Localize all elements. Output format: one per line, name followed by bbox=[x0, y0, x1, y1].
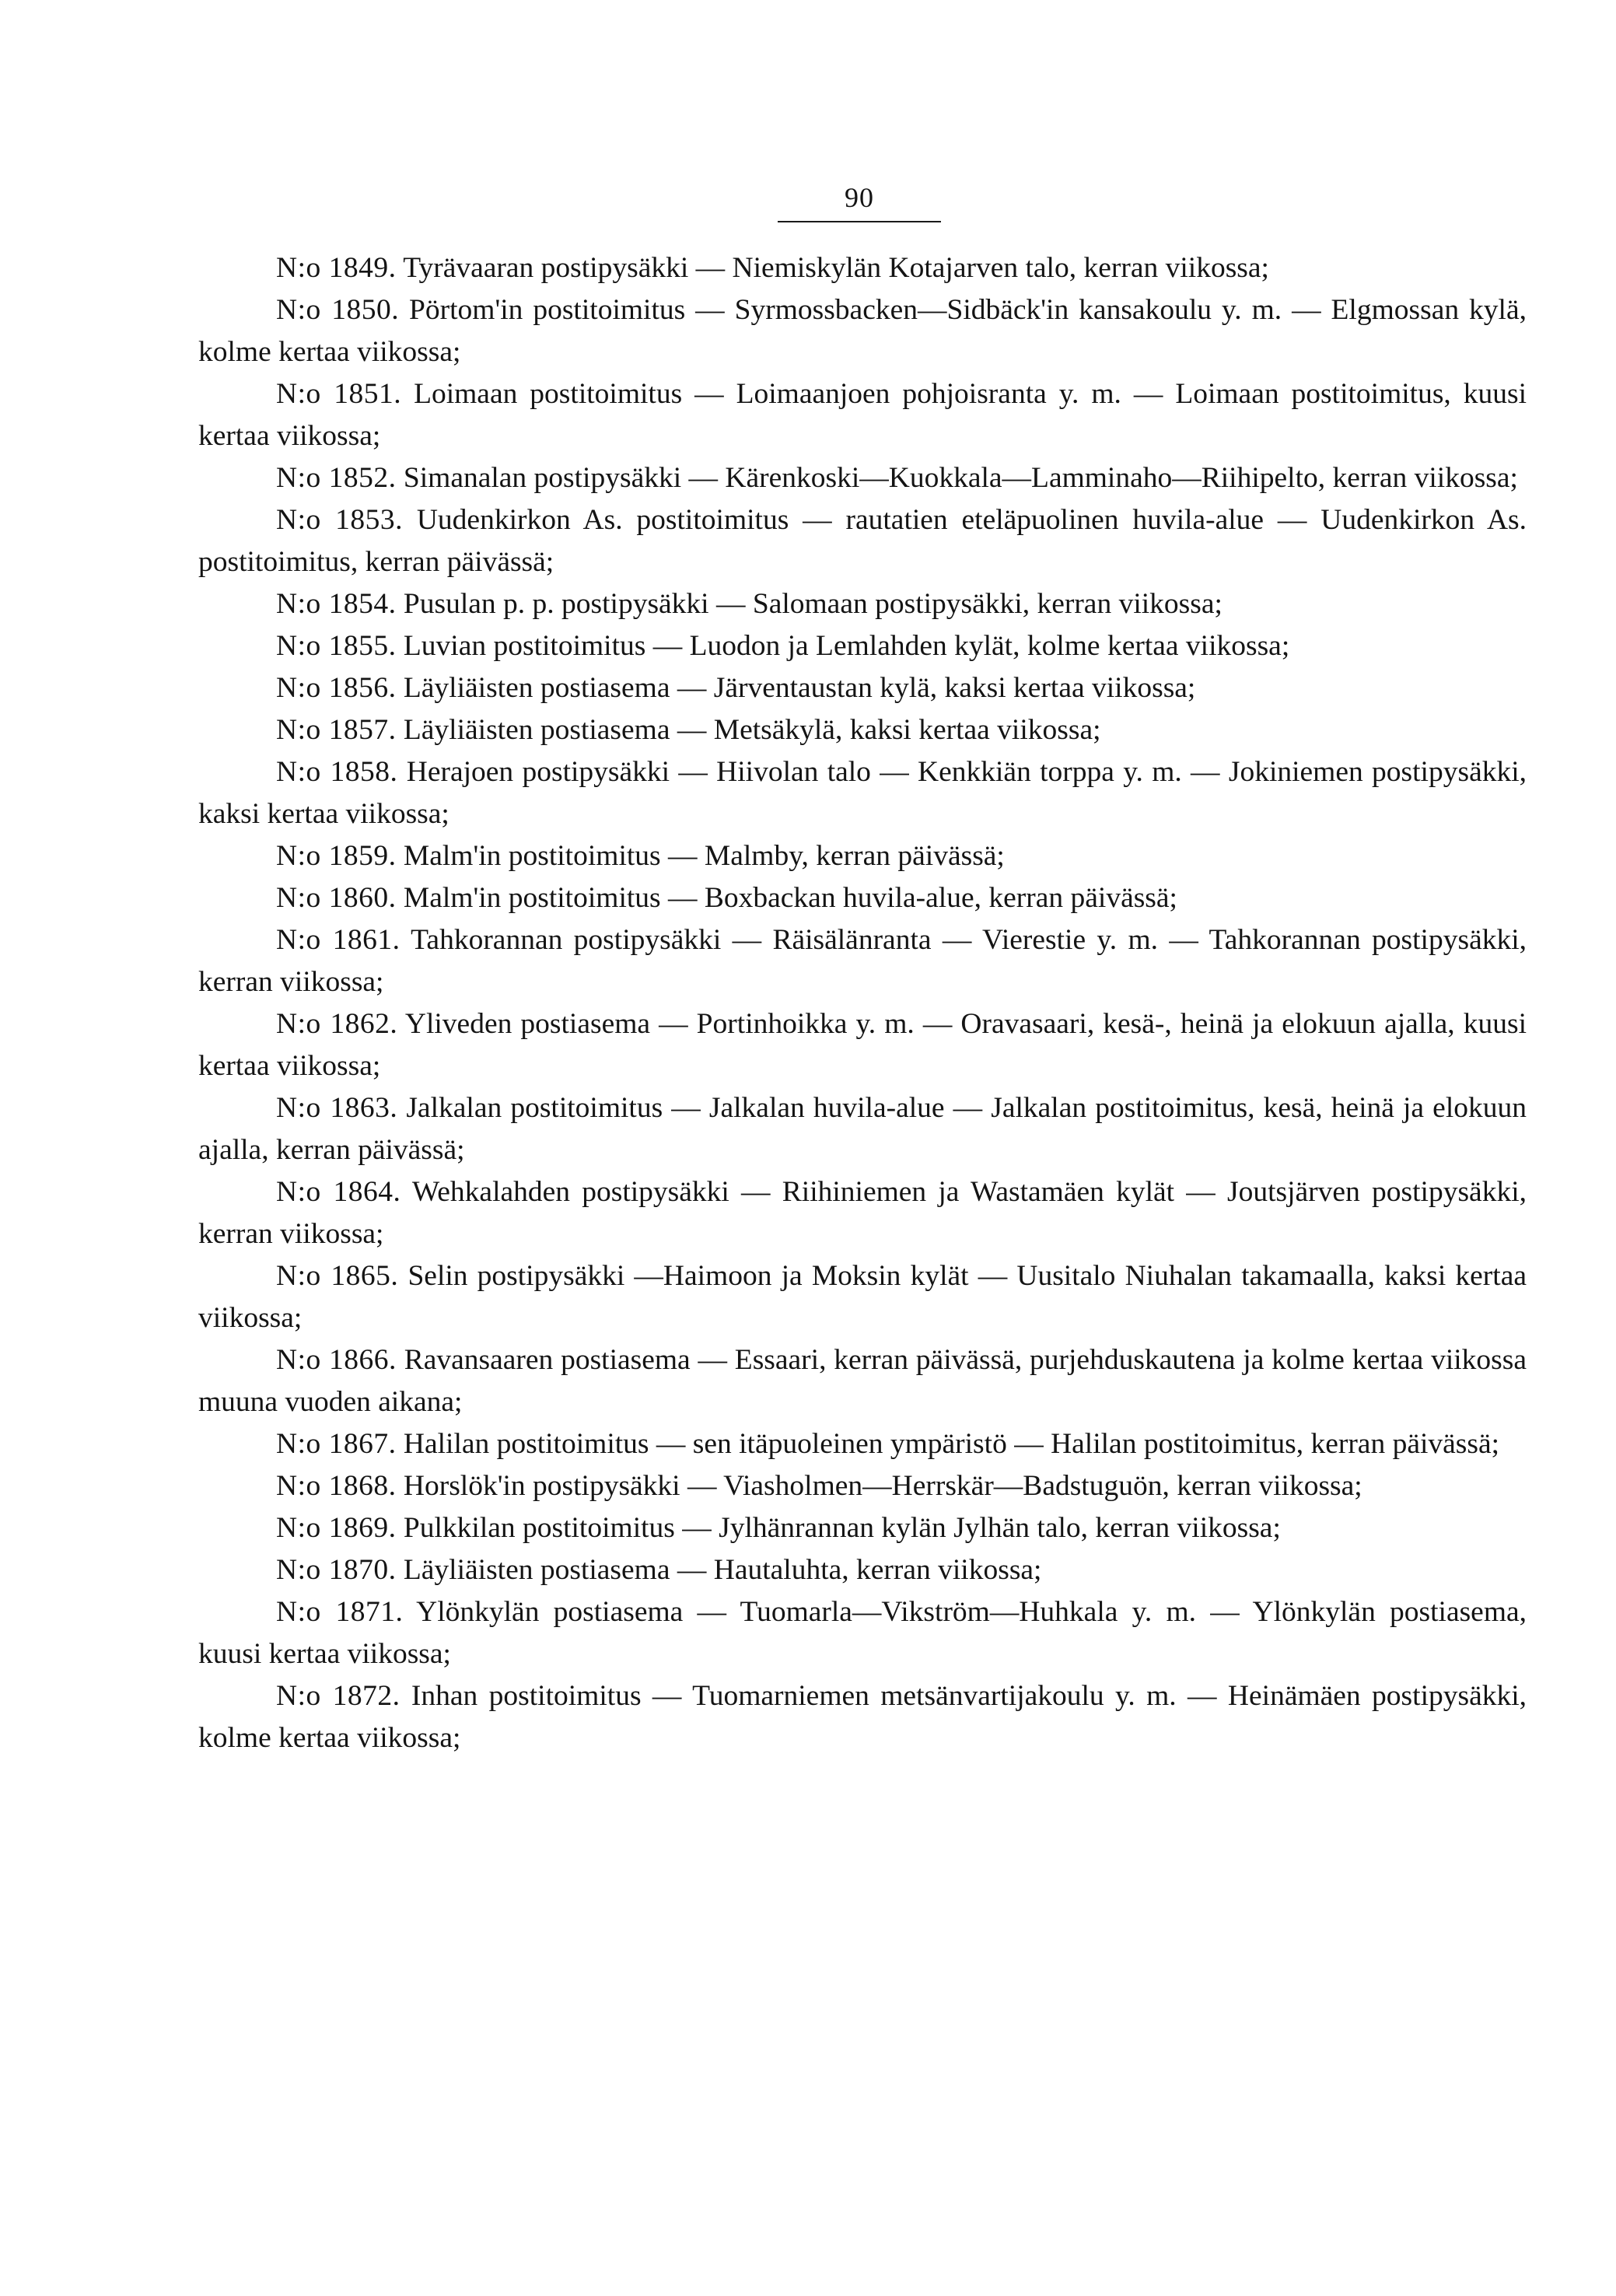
entry-1849 bbox=[198, 247, 1527, 289]
entry-label: N:o 1850. bbox=[276, 294, 400, 326]
entry-label: N:o 1860. bbox=[276, 882, 397, 914]
entry-1869 bbox=[198, 1507, 1527, 1549]
entry-text: Wehkalahden postipysäkki — Riihiniemen ja Wastamäen kylät — Joutsjärven postipysäkki, kerran viikossa; bbox=[198, 1176, 1527, 1250]
entry-1866 bbox=[198, 1339, 1527, 1423]
entry-1855 bbox=[198, 625, 1527, 667]
entry-1865 bbox=[198, 1255, 1527, 1339]
entry-1862 bbox=[198, 1003, 1527, 1087]
entry-list bbox=[198, 247, 1527, 1759]
entry-label: N:o 1866. bbox=[276, 1344, 397, 1376]
entry-1859 bbox=[198, 835, 1527, 877]
entry-1860 bbox=[198, 877, 1527, 919]
entry-text: Läyliäisten postiasema — Järventaustan kylä, kaksi kertaa viikossa; bbox=[403, 672, 1196, 704]
entry-text: Uudenkirkon As. postitoimitus — rautatien eteläpuolinen huvila-alue — Uudenkirkon As. postitoimitus, kerran päivässä; bbox=[198, 504, 1527, 578]
entry-text: Inhan postitoimitus — Tuomarniemen metsänvartijakoulu y. m. — Heinämäen postipysäkki, kolme kertaa viikossa; bbox=[198, 1680, 1527, 1754]
entry-1853 bbox=[198, 499, 1527, 583]
entry-label: N:o 1864. bbox=[276, 1176, 401, 1208]
entry-1856 bbox=[198, 667, 1527, 709]
entry-text: Pulkkilan postitoimitus — Jylhänrannan kylän Jylhän talo, kerran viikossa; bbox=[403, 1512, 1281, 1544]
entry-1863 bbox=[198, 1087, 1527, 1171]
entry-text: Tahkorannan postipysäkki — Räisälänranta — Vierestie y. m. — Tahkorannan postipysäkki, kerran viikossa; bbox=[198, 924, 1527, 998]
entry-label: N:o 1851. bbox=[276, 378, 402, 410]
entry-label: N:o 1862. bbox=[276, 1008, 398, 1040]
entry-label: N:o 1849. bbox=[276, 252, 397, 284]
entry-text: Tyrävaaran postipysäkki — Niemiskylän Kotajarven talo, kerran viikossa; bbox=[403, 252, 1269, 284]
entry-text: Jalkalan postitoimitus — Jalkalan huvila-alue — Jalkalan postitoimitus, kesä, heinä ja elokuun ajalla, kerran päivässä; bbox=[198, 1092, 1527, 1166]
entry-text: Selin postipysäkki —Haimoon ja Moksin kylät — Uusitalo Niuhalan takamaalla, kaksi kertaa viikossa; bbox=[198, 1260, 1527, 1334]
entry-text: Pusulan p. p. postipysäkki — Salomaan postipysäkki, kerran viikossa; bbox=[403, 588, 1222, 620]
entry-label: N:o 1871. bbox=[276, 1596, 404, 1628]
entry-1861 bbox=[198, 919, 1527, 1003]
entry-text: Malm'in postitoimitus — Boxbackan huvila-alue, kerran päivässä; bbox=[403, 882, 1177, 914]
entry-1868 bbox=[198, 1465, 1527, 1507]
entry-label: N:o 1857. bbox=[276, 714, 397, 746]
entry-text: Pörtom'in postitoimitus — Syrmossbacken—Sidbäck'in kansakoulu y. m. — Elgmossan kylä, kolme kertaa viikossa; bbox=[198, 294, 1527, 368]
entry-1864 bbox=[198, 1171, 1527, 1255]
entry-1857 bbox=[198, 709, 1527, 751]
entry-label: N:o 1865. bbox=[276, 1260, 399, 1292]
entry-text: Halilan postitoimitus — sen itäpuoleinen ympäristö — Halilan postitoimitus, kerran päivässä; bbox=[403, 1428, 1500, 1460]
entry-label: N:o 1854. bbox=[276, 588, 397, 620]
entry-text: Ravansaaren postiasema — Essaari, kerran päivässä, purjehduskautena ja kolme kertaa viikossa muuna vuoden aikana; bbox=[198, 1344, 1527, 1418]
entry-1871 bbox=[198, 1591, 1527, 1675]
entry-label: N:o 1869. bbox=[276, 1512, 397, 1544]
entry-label: N:o 1863. bbox=[276, 1092, 398, 1124]
entry-label: N:o 1853. bbox=[276, 504, 403, 536]
entry-text: Luvian postitoimitus — Luodon ja Lemlahden kylät, kolme kertaa viikossa; bbox=[403, 630, 1290, 662]
entry-1867 bbox=[198, 1423, 1527, 1465]
entry-text: Läyliäisten postiasema — Hautaluhta, kerran viikossa; bbox=[403, 1554, 1042, 1586]
page-number-rule bbox=[778, 221, 941, 222]
entry-1852 bbox=[198, 457, 1527, 499]
entry-text: Horslök'in postipysäkki — Viasholmen—Herrskär—Badstuguön, kerran viikossa; bbox=[403, 1470, 1362, 1502]
entry-1854 bbox=[198, 583, 1527, 625]
entry-label: N:o 1855. bbox=[276, 630, 397, 662]
entry-text: Läyliäisten postiasema — Metsäkylä, kaksi kertaa viikossa; bbox=[403, 714, 1101, 746]
entry-label: N:o 1870. bbox=[276, 1554, 397, 1586]
entry-text: Simanalan postipysäkki — Kärenkoski—Kuokkala—Lamminaho—Riihipelto, kerran viikossa; bbox=[403, 462, 1518, 494]
entry-1851 bbox=[198, 373, 1527, 457]
entry-label: N:o 1859. bbox=[276, 840, 397, 872]
entry-label: N:o 1872. bbox=[276, 1680, 401, 1712]
entry-1870 bbox=[198, 1549, 1527, 1591]
entry-text: Herajoen postipysäkki — Hiivolan talo — Kenkkiän torppa y. m. — Jokiniemen postipysäkki, kaksi kertaa viikossa; bbox=[198, 756, 1527, 830]
entry-label: N:o 1852. bbox=[276, 462, 397, 494]
entry-text: Ylönkylän postiasema — Tuomarla—Vikström—Huhkala y. m. — Ylönkylän postiasema, kuusi kertaa viikossa; bbox=[198, 1596, 1527, 1670]
entry-text: Malm'in postitoimitus — Malmby, kerran päivässä; bbox=[403, 840, 1005, 872]
entry-label: N:o 1858. bbox=[276, 756, 398, 788]
entry-label: N:o 1867. bbox=[276, 1428, 397, 1460]
entry-1872 bbox=[198, 1675, 1527, 1759]
entry-label: N:o 1861. bbox=[276, 924, 401, 956]
entry-1850 bbox=[198, 289, 1527, 373]
entry-label: N:o 1856. bbox=[276, 672, 397, 704]
entry-text: Yliveden postiasema — Portinhoikka y. m. — Oravasaari, kesä-, heinä ja elokuun ajalla, kuusi kertaa viikossa; bbox=[198, 1008, 1527, 1082]
page-number: 90 bbox=[845, 182, 874, 213]
entry-label: N:o 1868. bbox=[276, 1470, 397, 1502]
entry-text: Loimaan postitoimitus — Loimaanjoen pohjoisranta y. m. — Loimaan postitoimitus, kuusi kertaa viikossa; bbox=[198, 378, 1527, 452]
entry-1858 bbox=[198, 751, 1527, 835]
